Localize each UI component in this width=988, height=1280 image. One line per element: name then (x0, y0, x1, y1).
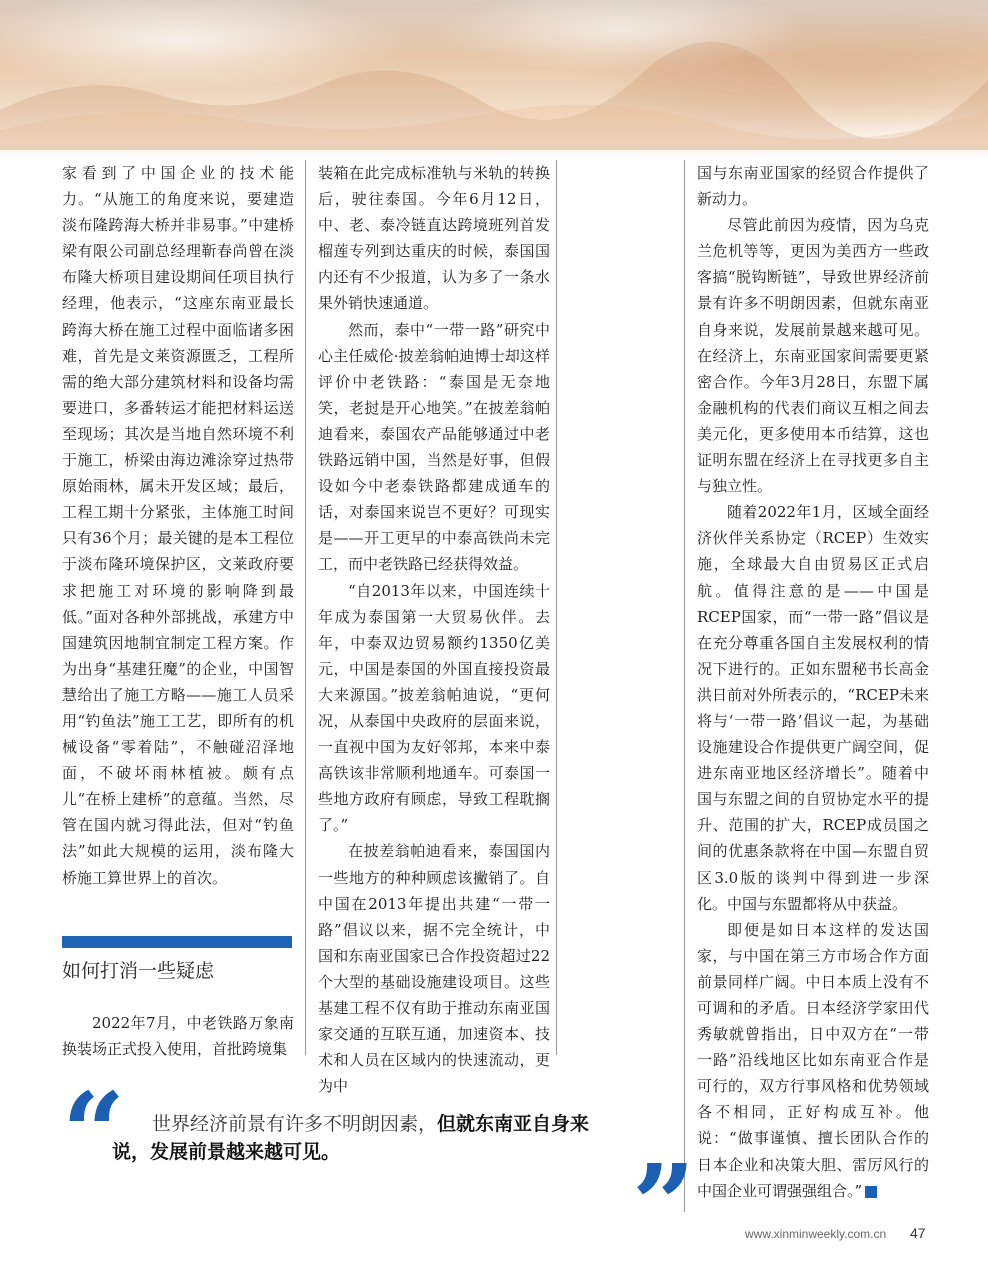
article-end-mark: 民 (865, 1186, 877, 1198)
footer-url: www.xinminweekly.com.cn (745, 1227, 887, 1241)
pull-quote-normal: 世界经济前景有许多不明朗因素， (152, 1113, 438, 1135)
paragraph: 家看到了中国企业的技术能力。“从施工的角度来说，要建造淡布隆跨海大桥并非易事。”中建桥梁有限公司副总经理靳春尚曾在淡布隆大桥项目建设期间任项目执行经理，他表示，“这座东南亚最长跨海大桥在施工过程中面临诸多困难，首先是文莱资源匮乏，工程所需的绝大部分建筑材料和设备均需要进口，多番转运才能把材料运送至现场；其次是当地自然环境不利于施工，桥梁由海边滩涂穿过热带原始雨林，属未开发区域；最后，工程工期十分紧张，主体施工时间只有36个月；最关键的是本工程位于淡布隆环境保护区，文莱政府要求把施工对环境的影响降到最低。”面对各种外部挑战，承建方中国建筑因地制宜制定工程方案。作为出身“基建狂魔”的企业，中国智慧给出了施工方略——施工人员采用“钓鱼法”施工工艺，即所有的机械设备“零着陆”，不触碰沼泽地面，不破坏雨林植被。颇有点儿“在桥上建桥”的意蕴。当然，尽管在国内就习得此法，但对“钓鱼法”如此大规模的运用，淡布隆大桥施工算世界上的首次。 (62, 164, 294, 887)
article-column-3 (697, 160, 929, 1204)
page-number: 47 (910, 1225, 926, 1241)
article-column-1 (62, 160, 294, 891)
section-divider-bar (62, 936, 292, 948)
section-heading: 如何打消一些疑虑 (62, 960, 215, 982)
pull-quote-bold: 说，发展前景越来越可见。 (112, 1141, 341, 1163)
paragraph: 2022年7月，中老铁路万象南换装场正式投入使用，首批跨境集 (62, 1014, 294, 1059)
open-quote-mark: “ (62, 1068, 126, 1197)
column-divider (556, 160, 557, 1055)
paragraph: 在披差翁帕迪看来，泰国国内一些地方的种种顾虑该撇销了。自中国在2013年提出共建“一带一路”倡议以来，据不完全统计，中国和东南亚国家已合作投资超过22个大型的基础设施建设项目。这些基建工程不仅有助于推动东南亚国家交通的互联互通，加速资本、技术和人员在区域内的快速流动，更为中 (318, 842, 550, 1096)
paragraph (697, 917, 929, 1204)
article-column-2 (318, 160, 550, 1099)
paragraph: 装箱在此完成标准轨与米轨的转换后，驶往泰国。今年6月12日，中、老、泰冷链直达跨境班列首发榴莲专列到达重庆的时候，泰国国内还有不少报道，认为多了一条水果外销快速通道。 (318, 164, 550, 313)
paragraph: 国与东南亚国家的经贸合作提供了新动力。 (697, 164, 929, 209)
column-divider (305, 160, 306, 1055)
pull-quote-bold: 但就东南亚自身来 (437, 1113, 590, 1135)
paragraph: 尽管此前因为疫情，因为乌克兰危机等等，更因为美西方一些政客搞“脱钩断链”，导致世界经济前景有许多不明朗因素，但就东南亚自身来说，发展前景越来越可见。在经济上，东南亚国家间需要更紧密合作。今年3月28日，东盟下属金融机构的代表们商议互相之间去美元化，更多使用本币结算，这也证明东盟在经济上在寻找更多自主与独立性。 (697, 216, 929, 496)
column-divider (684, 160, 685, 1212)
pull-quote (112, 1110, 632, 1166)
close-quote-mark: ” (632, 1140, 696, 1269)
paragraph: 然而，泰中“一带一路”研究中心主任威伦·披差翁帕迪博士却这样评价中老铁路：“泰国是无奈地笑，老挝是开心地笑。”在披差翁帕迪看来，泰国农产品能够通过中老铁路远销中国，当然是好事，但假设如今中老泰铁路都建成通车的话，对泰国来说岂不更好？可现实是——开工更早的中泰高铁尚未完工，而中老铁路已经获得效益。 (318, 320, 550, 574)
paragraph-text: 即便是如日本这样的发达国家，与中国在第三方市场合作方面前景同样广阔。中日本质上没有不可调和的矛盾。日本经济学家田代秀敏就曾指出，日中双方在“一带一路”沿线地区比如东南亚合作是可行的，双方行事风格和优势领域各不相同，正好构成互补。他说：“做事谨慎、擅长团队合作的日本企业和决策大胆、雷厉风行的中国企业可谓强强组合。” (697, 920, 929, 1200)
header-banner (0, 0, 988, 160)
paragraph: 随着2022年1月，区域全面经济伙伴关系协定（RCEP）生效实施，全球最大自由贸易区正式启航。值得注意的是——中国是RCEP国家，而“一带一路”倡议是在充分尊重各国自主发展权利的情况下进行的。正如东盟秘书长高金洪日前对外所表示的，“RCEP未来将与‘一带一路’倡议一起，为基础设施建设合作提供更广阔空间，促进东南亚地区经济增长”。随着中国与东盟之间的自贸协定水平的提升、范围的扩大，RCEP成员国之间的优惠条款将在中国—东盟自贸区3.0版的谈判中得到进一步深化。中国与东盟都将从中获益。 (697, 503, 929, 913)
mountain-landscape-illustration (0, 40, 988, 150)
article-column-1-continued (62, 1010, 294, 1062)
paragraph: “自2013年以来，中国连续十年成为泰国第一大贸易伙伴。去年，中泰双边贸易额约1350亿美元，中国是泰国的外国直接投资最大来源国。”披差翁帕迪说，“更何况，从泰国中央政府的层面来说，一直视中国为友好邻邦，本来中泰高铁该非常顺利地通车。可泰国一些地方政府有顾虑，导致工程耽搁了。” (318, 581, 550, 835)
